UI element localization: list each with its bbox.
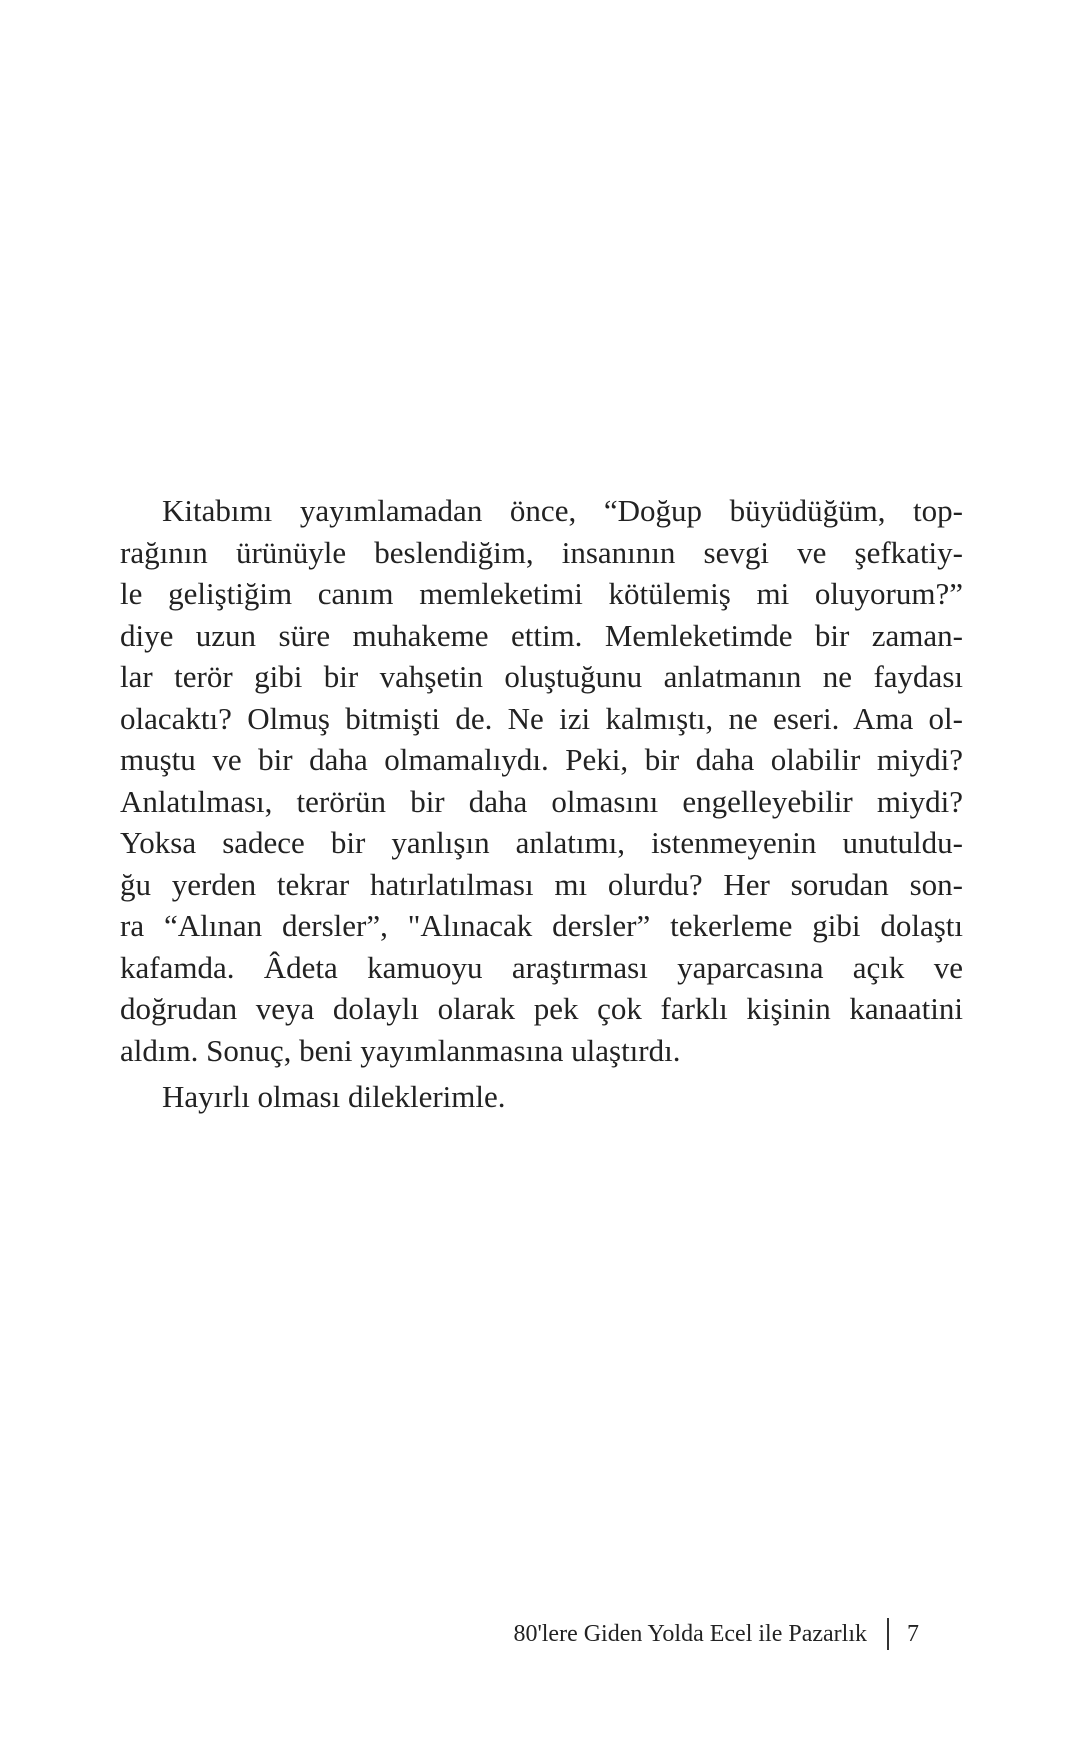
- page-number: 7: [907, 1621, 919, 1647]
- closing-line: Hayırlı olması dileklerimle.: [162, 1079, 506, 1114]
- paragraph-line: lar terör gibi bir vahşetin oluştuğunu anlatmanın ne faydası: [120, 659, 963, 694]
- paragraph-line: Kitabımı yayımlamadan önce, “Doğup büyüdüğüm, top-: [162, 493, 963, 528]
- paragraph-line: kafamda. Âdeta kamuoyu araştırması yaparcasına açık ve: [120, 949, 963, 985]
- footer-divider: [887, 1618, 889, 1650]
- paragraph-line: ra “Alınan dersler”, "Alınacak dersler” tekerleme gibi dolaştı: [120, 908, 963, 943]
- paragraph-line: muştu ve bir daha olmamalıydı. Peki, bir daha olabilir miydi?: [120, 742, 963, 777]
- paragraph-line: doğrudan veya dolaylı olarak pek çok farklı kişinin kanaatini: [120, 991, 963, 1026]
- paragraph-line: Anlatılması, terörün bir daha olmasını engelleyebilir miydi?: [120, 783, 963, 819]
- page-footer: [478, 1614, 933, 1654]
- paragraph-line: olacaktı? Olmuş bitmişti de. Ne izi kalmıştı, ne eseri. Ama ol-: [120, 700, 963, 736]
- running-footer-title: 80'lere Giden Yolda Ecel ile Pazarlık: [513, 1621, 867, 1647]
- paragraph-line: ğu yerden tekrar hatırlatılması mı olurdu? Her sorudan son-: [120, 866, 963, 902]
- paragraph-line: diye uzun süre muhakeme ettim. Memleketimde bir zaman-: [120, 617, 963, 653]
- paragraph-line: aldım. Sonuç, beni yayımlanmasına ulaştırdı.: [120, 1032, 681, 1068]
- body-paragraph: [120, 490, 963, 1071]
- paragraph-line: Yoksa sadece bir yanlışın anlatımı, istenmeyenin unutuldu-: [120, 825, 963, 860]
- paragraph-line: rağının ürünüyle beslendiğim, insanının sevgi ve şefkatiy-: [120, 534, 963, 570]
- paragraph-line: le geliştiğim canım memleketimi kötülemiş mi oluyorum?”: [120, 576, 963, 611]
